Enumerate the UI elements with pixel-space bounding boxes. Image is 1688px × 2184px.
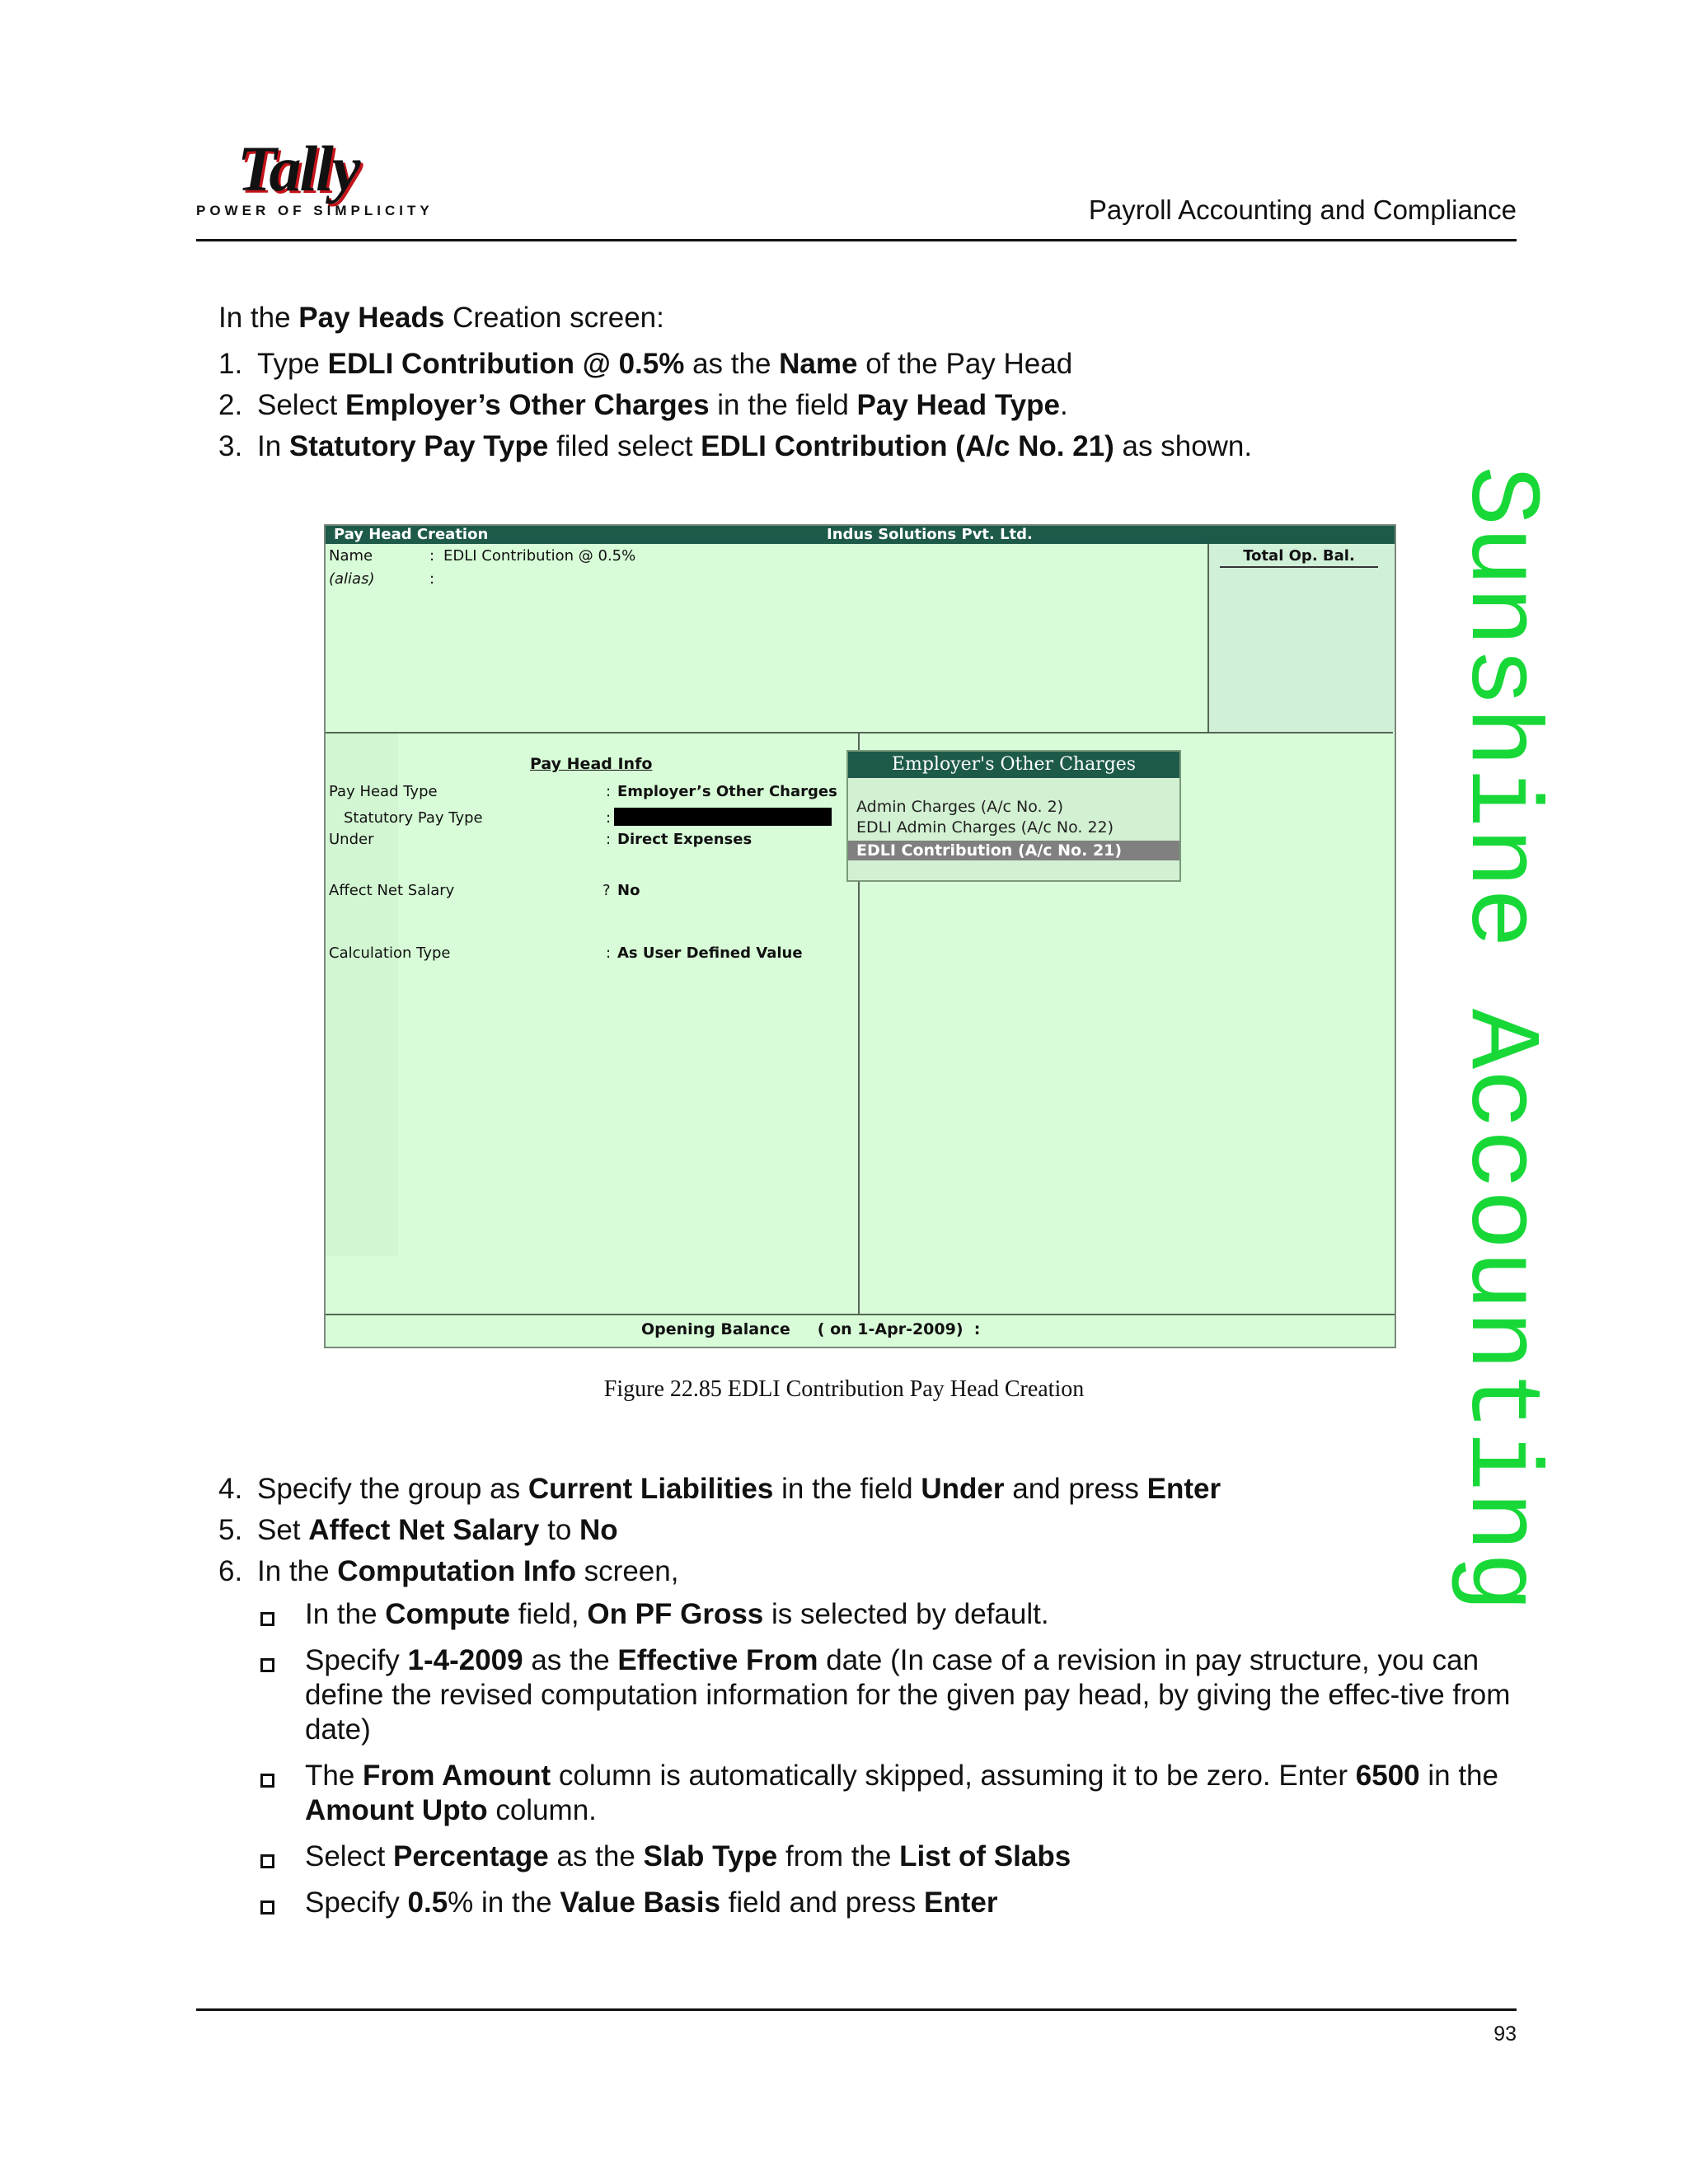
bold-text: 0.5 [407,1886,448,1919]
pay-head-creation-screen [324,524,1396,1348]
step-number: 1. [218,348,243,380]
bold-text: Value Basis [560,1886,720,1919]
watermark-text: Sunshine Accounting [1442,466,1557,1613]
bullet-item [256,1759,1517,1828]
text-run: Type [257,348,328,380]
text-run: Select [305,1840,393,1872]
intro-suffix: Creation screen: [444,302,664,334]
intro-line [218,300,664,336]
text-run: to [539,1514,580,1546]
text-run: field, [509,1598,588,1630]
text-run: The [305,1760,363,1792]
pay-head-type-colon: : [606,783,612,800]
bold-text: EDLI Contribution @ 0.5% [327,348,685,380]
text-run: column is automatically skipped, assuming it to be zero. Enter [551,1760,1356,1792]
text-run: in the field [773,1473,921,1505]
header-title: Payroll Accounting and Compliance [1088,194,1517,225]
steps-list-b [218,1471,1221,1595]
bold-text: List of Slabs [899,1840,1071,1872]
bold-text: Enter [924,1886,998,1919]
text-run: as shown. [1114,430,1253,462]
step-number: 6. [218,1555,243,1587]
intro-bold: Pay Heads [298,302,445,334]
step-number: 2. [218,389,243,421]
bold-text: Under [921,1473,1005,1505]
text-run: Specify the group as [257,1473,528,1505]
step-number: 4. [218,1473,243,1505]
calc-colon: : [606,944,612,962]
calculation-type-label: Calculation Type [329,944,451,962]
bold-text: Employer’s Other Charges [345,389,710,421]
text-run: In [257,430,289,462]
text-run: field and press [720,1886,925,1919]
bullet-item [256,1886,1517,1920]
bold-text: Amount Upto [305,1794,488,1826]
step-number: 5. [218,1514,243,1546]
affect-sep: ? [603,882,611,899]
bold-text: EDLI Contribution (A/c No. 21) [701,430,1114,462]
company-name: Indus Solutions Pvt. Ltd. [827,526,1033,543]
list-item-selected[interactable] [848,841,1179,860]
bullet-list [256,1597,1517,1932]
bullet-item [256,1840,1517,1874]
text-run: Specify [305,1886,408,1919]
pay-head-info-heading: Pay Head Info [530,755,653,773]
logo-tagline: POWER OF SIMPLICITY [196,203,434,218]
text-run: column. [487,1794,597,1826]
text-run: as the [523,1644,618,1676]
calculation-type-field[interactable]: As User Defined Value [617,944,803,962]
statutory-colon: : [606,809,612,827]
steps-list-a [218,346,1252,470]
bold-text: On PF Gross [587,1598,764,1630]
step-item [218,387,1252,429]
pay-head-type-field[interactable]: Employer’s Other Charges [617,783,837,800]
tally-logo [196,132,434,223]
text-run: and press [1004,1473,1147,1505]
text-run: In the [305,1598,386,1630]
text-run: % in the [448,1886,560,1919]
bullet-item [256,1597,1517,1632]
under-label: Under [329,831,374,848]
opening-balance-label: Opening Balance ( on 1-Apr-2009) : [641,1320,981,1338]
text-run: is selected by default. [763,1598,1049,1630]
bold-text: Current Liabilities [528,1473,774,1505]
bold-text: Effective From [617,1644,818,1676]
logo-wordmark: Tally [237,133,359,204]
under-field[interactable]: Direct Expenses [617,831,753,848]
step-item [218,346,1252,387]
step-item [218,1554,1221,1595]
figure-caption: Figure 22.85 EDLI Contribution Pay Head Creation [603,1376,1085,1402]
text-run: Specify [305,1644,408,1676]
name-field[interactable]: EDLI Contribution @ 0.5% [443,547,636,565]
text-run: as the [684,348,780,380]
intro-prefix: In the [218,302,299,334]
statutory-pay-type-field[interactable] [614,808,832,826]
total-op-bal-label: Total Op. Bal. [1220,547,1378,568]
bold-text: No [579,1514,618,1546]
bold-text: Computation Info [337,1555,576,1587]
statutory-pay-type-label: Statutory Pay Type [344,809,483,827]
text-run: Select [257,389,345,421]
bold-text: Percentage [393,1840,549,1872]
screen-title: Pay Head Creation [334,526,489,543]
alias-label: (alias) [329,570,375,588]
bold-text: Name [779,348,858,380]
list-item[interactable]: Admin Charges (A/c No. 2) [856,798,1064,816]
text-run: of the Pay Head [857,348,1073,380]
step-number: 3. [218,430,243,462]
text-run: Set [257,1514,309,1546]
text-run: in the [1419,1760,1498,1792]
bold-text: Pay Head Type [856,389,1060,421]
selected-item-label: EDLI Contribution (A/c No. 21) [856,841,1123,860]
text-run: as the [548,1840,644,1872]
bold-text: Statutory Pay Type [288,430,549,462]
name-colon: : [429,547,435,565]
under-colon: : [606,831,612,848]
opening-balance-bar [326,1314,1395,1348]
text-run: filed select [548,430,701,462]
bold-text: Compute [385,1598,510,1630]
step-item [218,429,1252,470]
text-run: screen, [575,1555,679,1587]
step-item [218,1471,1221,1512]
bullet-item [256,1643,1517,1747]
alias-colon: : [429,570,435,588]
bold-text: Enter [1146,1473,1221,1505]
page-number: 93 [1493,2022,1517,2046]
bold-text: Affect Net Salary [308,1514,540,1546]
employers-other-charges-list [846,750,1181,882]
text-run: from the [777,1840,900,1872]
bold-text: 1-4-2009 [407,1644,523,1676]
text-run: date (In case of a revision in pay structure, you can define the revised computation information for the given pay head, by giving the effec-tive from date) [305,1644,1511,1746]
step-item [218,1512,1221,1554]
popup-title: Employer's Other Charges [848,752,1179,778]
header-rule [196,239,1517,241]
screen-title-bar [326,526,1395,544]
bold-text: From Amount [363,1760,551,1792]
affect-net-salary-label: Affect Net Salary [329,882,455,899]
total-op-bal-panel [1207,544,1395,732]
pay-head-type-label: Pay Head Type [329,783,438,800]
bold-text: Slab Type [643,1840,778,1872]
text-run: . [1059,389,1068,421]
footer-rule [196,2008,1517,2011]
list-item[interactable]: EDLI Admin Charges (A/c No. 22) [856,818,1114,837]
affect-net-salary-field[interactable]: No [617,882,640,899]
name-label: Name [329,547,373,565]
bold-text: 6500 [1355,1760,1420,1792]
text-run: In the [257,1555,338,1587]
text-run: in the field [709,389,857,421]
